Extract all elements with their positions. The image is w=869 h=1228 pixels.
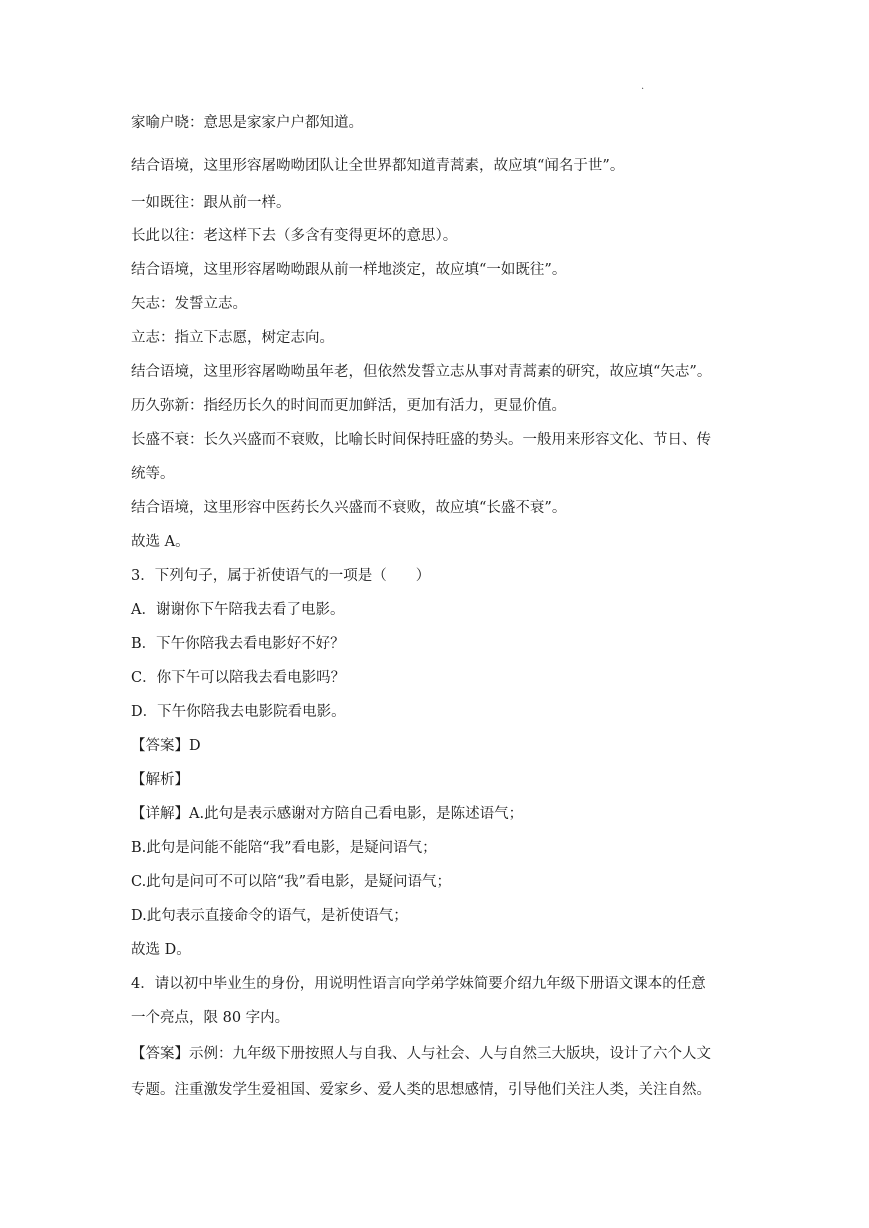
answer-label: 【答案】D xyxy=(131,738,201,754)
text-line: 矢志：发誓立志。 xyxy=(131,296,247,312)
text-line: 家喻户晓：意思是家家户户都知道。 xyxy=(131,115,363,131)
text-line: 长盛不衰：长久兴盛而不衰败，比喻长时间保持旺盛的势头。一般用来形容文化、节日、传 xyxy=(131,432,711,448)
text-line: 一个亮点，限 80 字内。 xyxy=(131,1010,290,1026)
text-line: 专题。注重激发学生爱祖国、爱家乡、爱人类的思想感情，引导他们关注人类，关注自然。 xyxy=(131,1082,711,1098)
option-a: A．谢谢你下午陪我去看了电影。 xyxy=(131,602,345,618)
option-d: D．下午你陪我去电影院看电影。 xyxy=(131,704,346,720)
text-line: 结合语境，这里形容屠呦呦团队让全世界都知道青蒿素，故应填“闻名于世”。 xyxy=(131,158,625,174)
text-line: 结合语境，这里形容屠呦呦跟从前一样地淡定，故应填“一如既往”。 xyxy=(131,262,567,278)
question-3: 3．下列句子，属于祈使语气的一项是（ ） xyxy=(131,568,431,584)
text-line: 故选 A。 xyxy=(131,534,190,550)
text-line: 历久弥新：指经历长久的时间而更加鲜活，更加有活力，更显价值。 xyxy=(131,398,566,414)
text-line: 统等。 xyxy=(131,466,175,482)
text-line: 结合语境，这里形容屠呦呦虽年老，但依然发誓立志从事对青蒿素的研究，故应填“矢志”。 xyxy=(131,364,712,380)
text-line: D.此句表示直接命令的语气，是祈使语气； xyxy=(131,908,408,924)
text-line: 立志：指立下志愿，树定志向。 xyxy=(131,330,334,346)
text-line: B.此句是问能不能陪“我”看电影，是疑问语气； xyxy=(131,840,437,856)
header-mark: . xyxy=(641,81,645,92)
text-line: 结合语境，这里形容中医药长久兴盛而不衰败，故应填“长盛不衰”。 xyxy=(131,500,567,516)
text-line: 一如既往：跟从前一样。 xyxy=(131,195,291,211)
answer-label: 【答案】示例：九年级下册按照人与自我、人与社会、人与自然三大版块，设计了六个人文 xyxy=(131,1046,711,1062)
analysis-label: 【解析】 xyxy=(131,772,189,788)
option-b: B．下午你陪我去看电影好不好？ xyxy=(131,636,345,652)
question-4: 4．请以初中毕业生的身份，用说明性语言向学弟学妹简要介绍九年级下册语文课本的任意 xyxy=(131,976,706,992)
text-line: C.此句是问可不可以陪“我”看电影，是疑问语气； xyxy=(131,874,452,890)
text-line: 【详解】A.此句是表示感谢对方陪自己看电影，是陈述语气； xyxy=(131,806,524,822)
text-line: 故选 D。 xyxy=(131,942,191,958)
option-c: C．你下午可以陪我去看电影吗？ xyxy=(131,670,346,686)
text-line: 长此以往：老这样下去（多含有变得更坏的意思）。 xyxy=(131,228,458,244)
